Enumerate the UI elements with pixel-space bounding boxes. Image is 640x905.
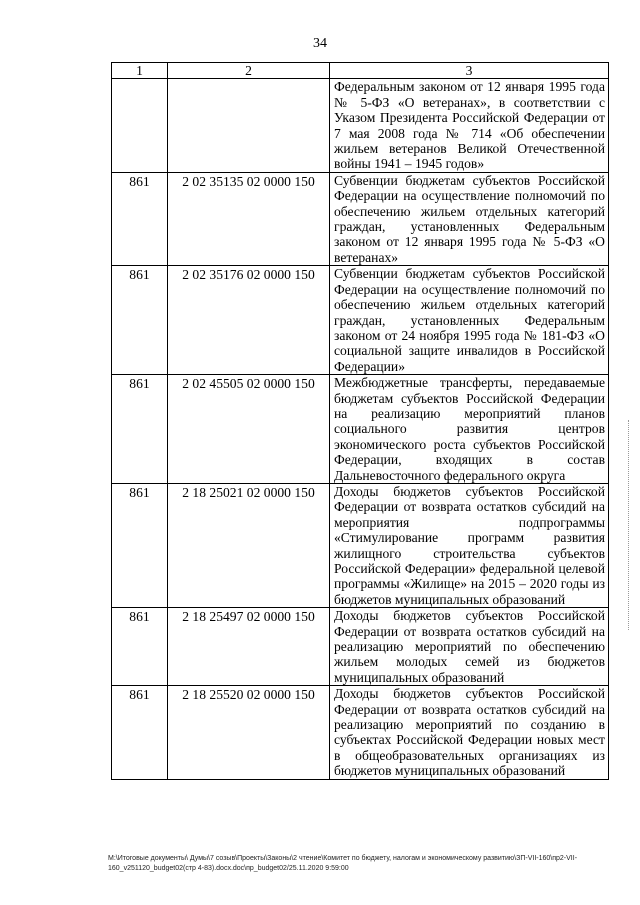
revenue-code-cell: 2 02 45505 02 0000 150 [168, 375, 330, 484]
table-row [112, 608, 609, 686]
admin-code-cell: 861 [112, 686, 168, 779]
admin-code-cell: 861 [112, 172, 168, 265]
admin-code-cell: 861 [112, 266, 168, 375]
admin-code-cell: 861 [112, 375, 168, 484]
description-cell: Межбюджетные трансферты, передаваемые бюджетам субъектов Российской Федерации на реализацию мероприятий планов социального развития центров экономического роста субъектов Российской Федерации, входящих в состав Дальневосточного федерального округа [330, 375, 609, 484]
page-number: 34 [313, 36, 327, 51]
margin-dotted-line [628, 420, 630, 630]
revenue-code-cell: 2 18 25520 02 0000 150 [168, 686, 330, 779]
admin-code-cell: 861 [112, 483, 168, 607]
description-cell: Субвенции бюджетам субъектов Российской Федерации на осуществление полномочий по обеспечению жильем отдельных категорий граждан, установленных Федеральным законом от 24 ноября 1995 года № 181-ФЗ «О социальной защите инвалидов в Российской Федерации» [330, 266, 609, 375]
table-row [112, 172, 609, 265]
table-row [112, 375, 609, 484]
description-cell: Доходы бюджетов субъектов Российской Федерации от возврата остатков субсидий на мероприятия подпрограммы «Стимулирование программ развития жилищного строительства субъектов Российской Федерации» федеральной целевой программы «Жилище» на 2015 – 2020 годы из бюджетов муниципальных образований [330, 483, 609, 607]
header-col-2: 2 [168, 63, 330, 79]
admin-code-cell: 861 [112, 608, 168, 686]
table-row [112, 79, 609, 172]
header-col-3: 3 [330, 63, 609, 79]
table-row [112, 266, 609, 375]
revenue-code-cell: 2 18 25021 02 0000 150 [168, 483, 330, 607]
header-col-1: 1 [112, 63, 168, 79]
table-row [112, 483, 609, 607]
description-cell: Субвенции бюджетам субъектов Российской Федерации на осуществление полномочий по обеспечению жильем отдельных категорий граждан, установленных Федеральным законом от 12 января 1995 года № 5-ФЗ «О ветеранах» [330, 172, 609, 265]
revenue-code-cell: 2 02 35135 02 0000 150 [168, 172, 330, 265]
description-cell: Федеральным законом от 12 января 1995 года № 5-ФЗ «О ветеранах», в соответствии с Указом Президента Российской Федерации от 7 мая 2008 года № 714 «Об обеспечении жильем ветеранов Великой Отечественной войны 1941 – 1945 годов» [330, 79, 609, 172]
revenue-code-cell [168, 79, 330, 172]
description-cell: Доходы бюджетов субъектов Российской Федерации от возврата остатков субсидий на реализацию мероприятий по созданию в субъектах Российской Федерации новых мест в общеобразовательных организациях из бюджетов муниципальных образований [330, 686, 609, 779]
table-row [112, 686, 609, 779]
table-header-row [112, 63, 609, 79]
budget-classification-table [111, 62, 609, 780]
revenue-code-cell: 2 02 35176 02 0000 150 [168, 266, 330, 375]
admin-code-cell [112, 79, 168, 172]
description-cell: Доходы бюджетов субъектов Российской Федерации от возврата остатков субсидий на реализацию мероприятий по обеспечению жильем молодых семей из бюджетов муниципальных образований [330, 608, 609, 686]
document-file-path: M:\Итоговые документы\ Думы\7 созыв\Проекты\Законы\2 чтение\Комитет по бюджету, налогам и экономическому развитию\ЗП-VII-160\пр2-VII-160_v251120_budget02(стр 4-83).docx.doc\пр_budget02/25.11.2020 9:59:00 [108, 855, 578, 872]
revenue-code-cell: 2 18 25497 02 0000 150 [168, 608, 330, 686]
